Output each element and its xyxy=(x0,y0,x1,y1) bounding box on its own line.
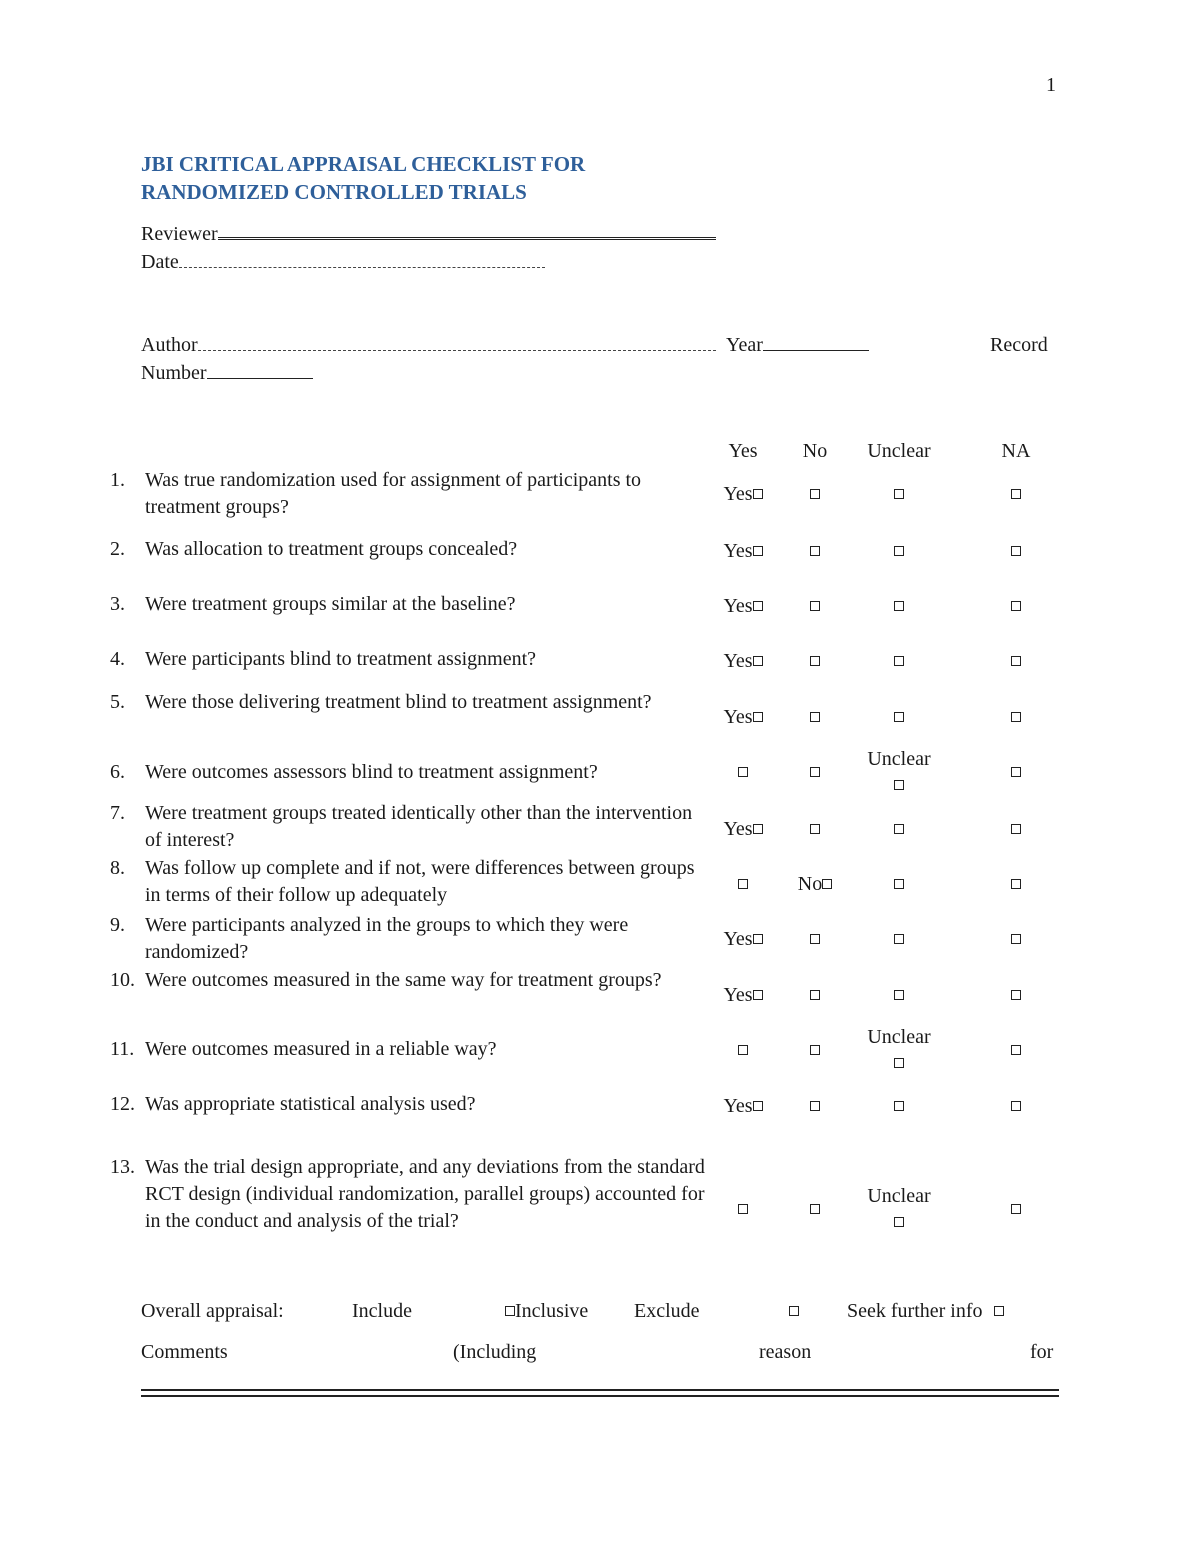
page-number: 1 xyxy=(1046,74,1056,96)
question-number: 8. xyxy=(110,857,125,879)
answer-unclear-option[interactable] xyxy=(849,985,949,1005)
include-label: Include xyxy=(352,1300,412,1322)
answer-na-checkbox[interactable] xyxy=(1011,824,1021,834)
question-text: Were those delivering treatment blind to treatment assignment? xyxy=(145,691,652,713)
date-line[interactable] xyxy=(179,249,545,268)
answer-na-option[interactable] xyxy=(966,874,1066,894)
answer-unclear-option[interactable] xyxy=(849,746,949,798)
answer-unclear-checkbox[interactable] xyxy=(894,601,904,611)
answer-unclear-label: Unclear xyxy=(867,1026,931,1048)
answer-unclear-option[interactable] xyxy=(849,929,949,949)
date-label: Date xyxy=(141,251,179,273)
comments-word-4: for xyxy=(1030,1341,1054,1363)
question-text: Were participants blind to treatment assignment? xyxy=(145,648,537,670)
answer-unclear-box-line xyxy=(849,1050,949,1076)
question-number: 1. xyxy=(110,469,125,491)
comments-word-3: reason xyxy=(759,1341,812,1363)
answer-unclear-checkbox[interactable] xyxy=(894,1217,904,1227)
answer-no-checkbox[interactable] xyxy=(810,656,820,666)
answer-unclear-option[interactable] xyxy=(849,484,949,504)
answer-yes-label: Yes xyxy=(723,540,753,562)
answer-na-option[interactable] xyxy=(966,596,1066,616)
col-yes-header: Yes xyxy=(728,440,758,462)
answer-no-checkbox[interactable] xyxy=(810,1101,820,1111)
answer-unclear-checkbox[interactable] xyxy=(894,990,904,1000)
answer-yes-checkbox[interactable] xyxy=(738,879,748,889)
question-number: 13. xyxy=(110,1156,135,1178)
answer-yes-checkbox[interactable] xyxy=(753,712,763,722)
question-number: 10. xyxy=(110,969,135,991)
comments-word-2: (Including xyxy=(453,1341,537,1363)
seek-further-info-checkbox[interactable] xyxy=(994,1306,1004,1316)
answer-na-checkbox[interactable] xyxy=(1011,990,1021,1000)
question-text: Was true randomization used for assignment of participants to treatment groups? xyxy=(145,469,642,518)
record-number-field[interactable] xyxy=(141,360,313,386)
answer-no-checkbox[interactable] xyxy=(810,767,820,777)
answer-na-checkbox[interactable] xyxy=(1011,601,1021,611)
question-number: 7. xyxy=(110,802,125,824)
answer-unclear-checkbox[interactable] xyxy=(894,546,904,556)
answer-unclear-option[interactable] xyxy=(849,707,949,727)
answer-yes-checkbox[interactable] xyxy=(753,601,763,611)
answer-no-checkbox[interactable] xyxy=(810,712,820,722)
question-text: Were treatment groups treated identically other than the intervention of interest? xyxy=(145,802,693,851)
answer-na-checkbox[interactable] xyxy=(1011,1101,1021,1111)
answer-na-checkbox[interactable] xyxy=(1011,489,1021,499)
author-label: Author xyxy=(141,334,198,356)
answer-unclear-checkbox[interactable] xyxy=(894,712,904,722)
answer-na-checkbox[interactable] xyxy=(1011,1045,1021,1055)
answer-unclear-checkbox[interactable] xyxy=(894,879,904,889)
comments-double-line[interactable] xyxy=(141,1389,1059,1397)
answer-yes-checkbox[interactable] xyxy=(753,489,763,499)
year-field[interactable] xyxy=(726,332,869,358)
answer-na-option[interactable] xyxy=(966,929,1066,949)
answer-na-option[interactable] xyxy=(966,651,1066,671)
answer-yes-label: Yes xyxy=(723,928,753,950)
answer-unclear-box-line xyxy=(849,772,949,798)
reviewer-line[interactable] xyxy=(218,219,716,240)
answer-na-option[interactable] xyxy=(966,819,1066,839)
answer-unclear-option[interactable] xyxy=(849,874,949,894)
answer-na-checkbox[interactable] xyxy=(1011,1204,1021,1214)
answer-unclear-checkbox[interactable] xyxy=(894,1058,904,1068)
number-line[interactable] xyxy=(207,360,313,379)
answer-yes-checkbox[interactable] xyxy=(738,1045,748,1055)
exclude-label: Exclude xyxy=(634,1300,700,1322)
col-na-header: NA xyxy=(1001,440,1031,462)
exclude-option[interactable] xyxy=(789,1298,799,1324)
question-text: Were outcomes measured in the same way for treatment groups? xyxy=(145,969,662,991)
year-line[interactable] xyxy=(763,332,869,351)
answer-yes-checkbox[interactable] xyxy=(753,656,763,666)
author-field[interactable] xyxy=(141,332,716,358)
answer-na-option[interactable] xyxy=(966,484,1066,504)
answer-unclear-checkbox[interactable] xyxy=(894,934,904,944)
question-number: 4. xyxy=(110,648,125,670)
answer-na-option[interactable] xyxy=(966,762,1066,782)
answer-yes-label: Yes xyxy=(723,984,753,1006)
answer-no-checkbox[interactable] xyxy=(810,1204,820,1214)
overall-appraisal-label: Overall appraisal: xyxy=(141,1300,284,1322)
answer-unclear-checkbox[interactable] xyxy=(894,780,904,790)
question-number: 12. xyxy=(110,1093,135,1115)
answer-unclear-option[interactable] xyxy=(849,819,949,839)
answer-unclear-checkbox[interactable] xyxy=(894,656,904,666)
answer-unclear-label: Unclear xyxy=(867,1185,931,1207)
answer-unclear-checkbox[interactable] xyxy=(894,824,904,834)
inclusive-label: Inclusive xyxy=(515,1300,589,1322)
inclusive-option[interactable] xyxy=(505,1298,588,1324)
answer-no-checkbox[interactable] xyxy=(810,934,820,944)
year-label: Year xyxy=(726,334,763,356)
answer-yes-label: Yes xyxy=(723,650,753,672)
seek-further-info-option[interactable] xyxy=(847,1298,1004,1324)
answer-yes-checkbox[interactable] xyxy=(753,934,763,944)
answer-unclear-option[interactable] xyxy=(849,1024,949,1076)
question-number: 6. xyxy=(110,761,125,783)
question-text: Were outcomes assessors blind to treatment assignment? xyxy=(145,761,598,783)
answer-na-option[interactable] xyxy=(966,985,1066,1005)
answer-yes-checkbox[interactable] xyxy=(753,546,763,556)
question-text: Was allocation to treatment groups concealed? xyxy=(145,538,518,560)
answer-na-option[interactable] xyxy=(966,1040,1066,1060)
answer-no-checkbox[interactable] xyxy=(810,601,820,611)
answer-yes-label: Yes xyxy=(723,706,753,728)
answer-na-checkbox[interactable] xyxy=(1011,656,1021,666)
question-text: Were participants analyzed in the groups to which they were randomized? xyxy=(145,914,629,963)
answer-no-label: No xyxy=(797,873,823,895)
answer-unclear-option[interactable] xyxy=(849,651,949,671)
comments-word-1: Comments xyxy=(141,1341,228,1363)
answer-na-checkbox[interactable] xyxy=(1011,546,1021,556)
question-text: Was the trial design appropriate, and any deviations from the standard RCT design (individual randomization, parallel groups) accounted for in the conduct and analysis of the trial? xyxy=(145,1156,705,1232)
number-label: Number xyxy=(141,362,207,384)
answer-yes-checkbox[interactable] xyxy=(753,1101,763,1111)
answer-na-option[interactable] xyxy=(966,1096,1066,1116)
title-line-1: JBI CRITICAL APPRAISAL CHECKLIST FOR xyxy=(141,152,586,176)
answer-yes-checkbox[interactable] xyxy=(753,824,763,834)
answer-yes-label: Yes xyxy=(723,483,753,505)
question-text: Were treatment groups similar at the baseline? xyxy=(145,593,516,615)
reviewer-label: Reviewer xyxy=(141,223,218,245)
answer-yes-checkbox[interactable] xyxy=(753,990,763,1000)
exclude-checkbox[interactable] xyxy=(789,1306,799,1316)
question-number: 3. xyxy=(110,593,125,615)
page-title xyxy=(141,150,585,206)
answer-na-checkbox[interactable] xyxy=(1011,767,1021,777)
answer-na-option[interactable] xyxy=(966,1199,1066,1219)
answer-na-option[interactable] xyxy=(966,707,1066,727)
answer-unclear-option[interactable] xyxy=(849,1096,949,1116)
answer-unclear-checkbox[interactable] xyxy=(894,489,904,499)
seek-further-info-label: Seek further info xyxy=(847,1300,983,1322)
date-field[interactable] xyxy=(141,249,545,275)
question-number: 5. xyxy=(110,691,125,713)
answer-no-checkbox[interactable] xyxy=(822,879,832,889)
reviewer-field[interactable] xyxy=(141,219,716,247)
answer-unclear-checkbox[interactable] xyxy=(894,1101,904,1111)
answer-na-checkbox[interactable] xyxy=(1011,934,1021,944)
answer-no-checkbox[interactable] xyxy=(810,1045,820,1055)
answer-na-checkbox[interactable] xyxy=(1011,712,1021,722)
question-number: 2. xyxy=(110,538,125,560)
answer-unclear-option[interactable] xyxy=(849,596,949,616)
answer-no-checkbox[interactable] xyxy=(810,489,820,499)
answer-yes-checkbox[interactable] xyxy=(738,767,748,777)
question-text: Were outcomes measured in a reliable way? xyxy=(145,1038,497,1060)
inclusive-checkbox[interactable] xyxy=(505,1306,515,1316)
question-number: 11. xyxy=(110,1038,135,1060)
col-unclear-header: Unclear xyxy=(867,440,931,462)
answer-na-checkbox[interactable] xyxy=(1011,879,1021,889)
answer-na-option[interactable] xyxy=(966,541,1066,561)
answer-yes-label: Yes xyxy=(723,818,753,840)
answer-unclear-option[interactable] xyxy=(849,541,949,561)
answer-unclear-label: Unclear xyxy=(867,748,931,770)
answer-yes-checkbox[interactable] xyxy=(738,1204,748,1214)
title-line-2: RANDOMIZED CONTROLLED TRIALS xyxy=(141,180,527,204)
author-line[interactable] xyxy=(198,332,716,351)
answer-no-checkbox[interactable] xyxy=(810,824,820,834)
question-text: Was follow up complete and if not, were differences between groups in terms of their follow up adequately xyxy=(145,857,695,906)
question-text: Was appropriate statistical analysis used? xyxy=(145,1093,476,1115)
record-label: Record xyxy=(990,334,1048,356)
answer-unclear-option[interactable] xyxy=(849,1183,949,1235)
answer-no-checkbox[interactable] xyxy=(810,546,820,556)
answer-yes-label: Yes xyxy=(723,595,753,617)
answer-yes-label: Yes xyxy=(723,1095,753,1117)
answer-unclear-box-line xyxy=(849,1209,949,1235)
col-no-header: No xyxy=(802,440,828,462)
answer-no-checkbox[interactable] xyxy=(810,990,820,1000)
question-number: 9. xyxy=(110,914,125,936)
